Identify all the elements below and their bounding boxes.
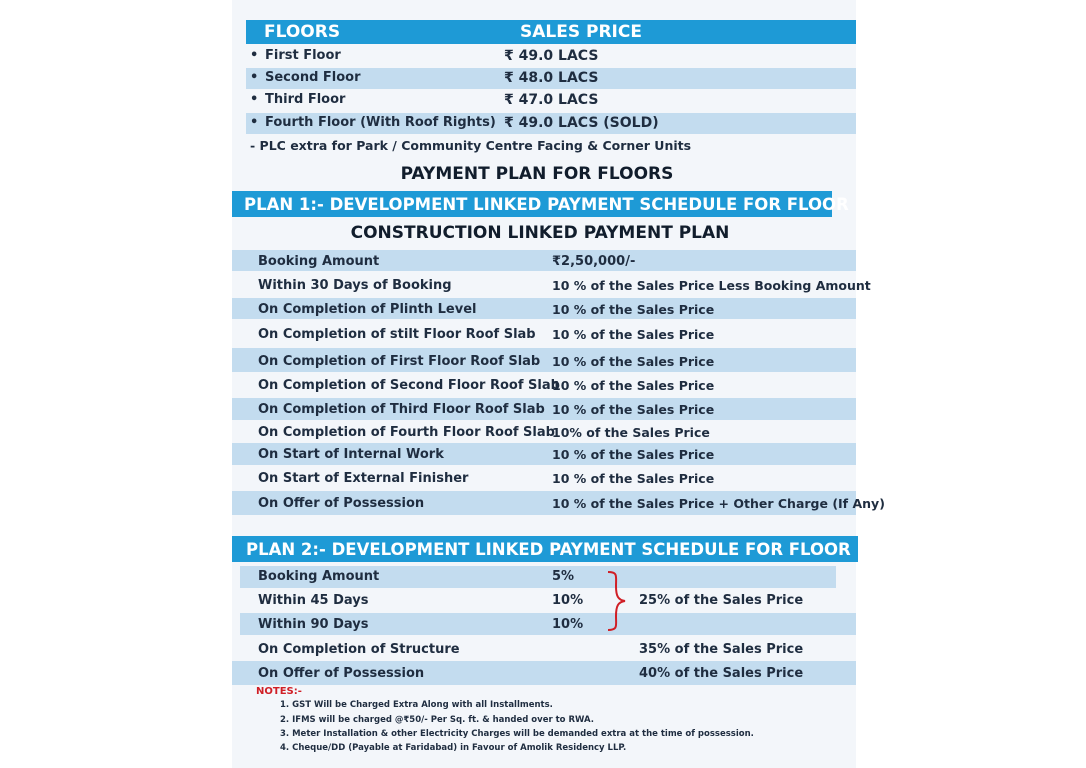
plan1-amount: ₹2,50,000/- (552, 254, 636, 269)
note-item: 2. IFMS will be charged @₹50/- Per Sq. ft. & handed over to RWA. (280, 715, 594, 725)
plan2-total: 35% of the Sales Price (639, 642, 804, 657)
plan2-title: PLAN 2:- DEVELOPMENT LINKED PAYMENT SCHEDULE FOR FLOOR (246, 540, 851, 559)
plan1-amount: 10% of the Sales Price (552, 425, 710, 440)
plan1-stage: Within 30 Days of Booking (258, 278, 452, 293)
note-item: 1. GST Will be Charged Extra Along with all Installments. (280, 700, 553, 710)
plan2-stage: Within 90 Days (258, 617, 369, 632)
floor-price: ₹ 49.0 LACS (SOLD) (504, 115, 659, 131)
plc-note: - PLC extra for Park / Community Centre Facing & Corner Units (250, 138, 692, 153)
curly-brace-icon (606, 570, 628, 632)
plan2-title-bar (232, 536, 858, 562)
plan1-amount: 10 % of the Sales Price (552, 447, 715, 462)
price-sheet: FLOORS SALES PRICE • First Floor ₹ 49.0 LACS • Second Floor ₹ 48.0 LACS • Third Floor ₹ 47.0 LACS • Fourth Floor (With Roof Rights) ₹ 49.0 LACS (SOLD) - PLC extra for Park / Community Centre Facing & Corner Units PAYMENT PLAN FOR FLOORS PLAN 1:- DEVELOPMENT LINKED PAYMENT SCHEDULE FOR FLOOR CONSTRUCTION LINKED PAYMENT PLAN Booking Amount ₹2,50,000/- Within 30 Days of Booking 10 % of the Sales Price Less Booking Amount On Completion of Plinth Level 10 % of the Sales Price On Completion of stilt Floor Roof Slab 10 % of the Sales Price On Completion of First Floor Roof Slab 10 % of the Sales Price On Completion of Second Floor Roof Slab 10 % of the Sales Price On Completion of Third Floor Roof Slab 10 % of the Sales Price On Completion of Fourth Floor Roof Slab 10% of the Sales Price On Start of Internal Work 10 % of the Sales Price On Start of External Finisher 10 % of the Sales Price On Offer of Possession 10 % of the Sales Price + Other Charge (If Any) PLAN 2:- DEVELOPMENT LINKED PAYMENT SCHEDULE FOR FLOOR Booking Amount 5% Within 45 Days 10% 25% of the Sales Price Within 90 Days 10% On Completion of Structure 35% of the Sales Price On Offer of Possession 40% of the Sales Price NOTES:- 1. GST Will be Charged Extra Along with all Installments. 2. IFMS will be charged @₹50/- Per Sq. ft. & handed over to RWA. 3. Meter Installation & other Electricity Charges will be demanded extra at the time of possession. 4. Cheque/DD (Payable at Faridabad) in Favour of Amolik Residency LLP. (232, 0, 856, 768)
plan2-pct: 10% (552, 593, 584, 608)
plan1-stage: On Completion of First Floor Roof Slab (258, 354, 541, 369)
plan1-amount: 10 % of the Sales Price Less Booking Amount (552, 278, 871, 293)
floor-price: ₹ 47.0 LACS (504, 92, 599, 108)
plan1-title: PLAN 1:- DEVELOPMENT LINKED PAYMENT SCHEDULE FOR FLOOR (244, 195, 849, 214)
plan2-stage: On Completion of Structure (258, 642, 460, 657)
plan1-stage: On Offer of Possession (258, 496, 425, 511)
plan2-stage: Booking Amount (258, 569, 380, 584)
plan2-total: 40% of the Sales Price (639, 666, 804, 681)
plan1-stage: On Start of External Finisher (258, 471, 469, 486)
floor-name: Second Floor (265, 70, 361, 85)
plan1-stage: Booking Amount (258, 254, 380, 269)
plan1-amount: 10 % of the Sales Price (552, 354, 715, 369)
plan2-stage: Within 45 Days (258, 593, 369, 608)
plan1-stage: On Completion of Plinth Level (258, 302, 477, 317)
floor-name: Third Floor (265, 92, 346, 107)
note-item: 3. Meter Installation & other Electricity Charges will be demanded extra at the time of possession. (280, 729, 754, 739)
plan1-stage: On Completion of stilt Floor Roof Slab (258, 327, 536, 342)
plan1-amount: 10 % of the Sales Price (552, 402, 715, 417)
plan2-stage: On Offer of Possession (258, 666, 425, 681)
floor-name: First Floor (265, 48, 341, 63)
sales-price-column-header: SALES PRICE (520, 22, 642, 42)
plan1-stage: On Completion of Second Floor Roof Slab (258, 378, 560, 393)
plan2-pct: 5% (552, 569, 575, 584)
plan1-stage: On Completion of Third Floor Roof Slab (258, 402, 545, 417)
floor-name: Fourth Floor (With Roof Rights) (265, 115, 496, 130)
plan1-amount: 10 % of the Sales Price (552, 471, 715, 486)
note-item: 4. Cheque/DD (Payable at Faridabad) in Favour of Amolik Residency LLP. (280, 743, 627, 753)
floors-column-header: FLOORS (264, 22, 341, 42)
plan1-title-bar (232, 191, 849, 217)
payment-plan-title: PAYMENT PLAN FOR FLOORS (400, 164, 674, 184)
floor-price: ₹ 49.0 LACS (504, 48, 599, 64)
plan1-amount: 10 % of the Sales Price (552, 378, 715, 393)
floors-header-bar (246, 20, 856, 44)
plan1-stage: On Completion of Fourth Floor Roof Slab (258, 425, 555, 440)
plan1-amount: 10 % of the Sales Price + Other Charge (If Any) (552, 496, 885, 511)
plan1-amount: 10 % of the Sales Price (552, 327, 715, 342)
plan2-pct: 10% (552, 617, 584, 632)
plan1-subtitle: CONSTRUCTION LINKED PAYMENT PLAN (350, 223, 730, 243)
plan2-total: 25% of the Sales Price (639, 593, 804, 608)
notes-heading: NOTES:- (256, 686, 302, 697)
plan1-stage: On Start of Internal Work (258, 447, 444, 462)
floor-price: ₹ 48.0 LACS (504, 70, 599, 86)
plan1-amount: 10 % of the Sales Price (552, 302, 715, 317)
